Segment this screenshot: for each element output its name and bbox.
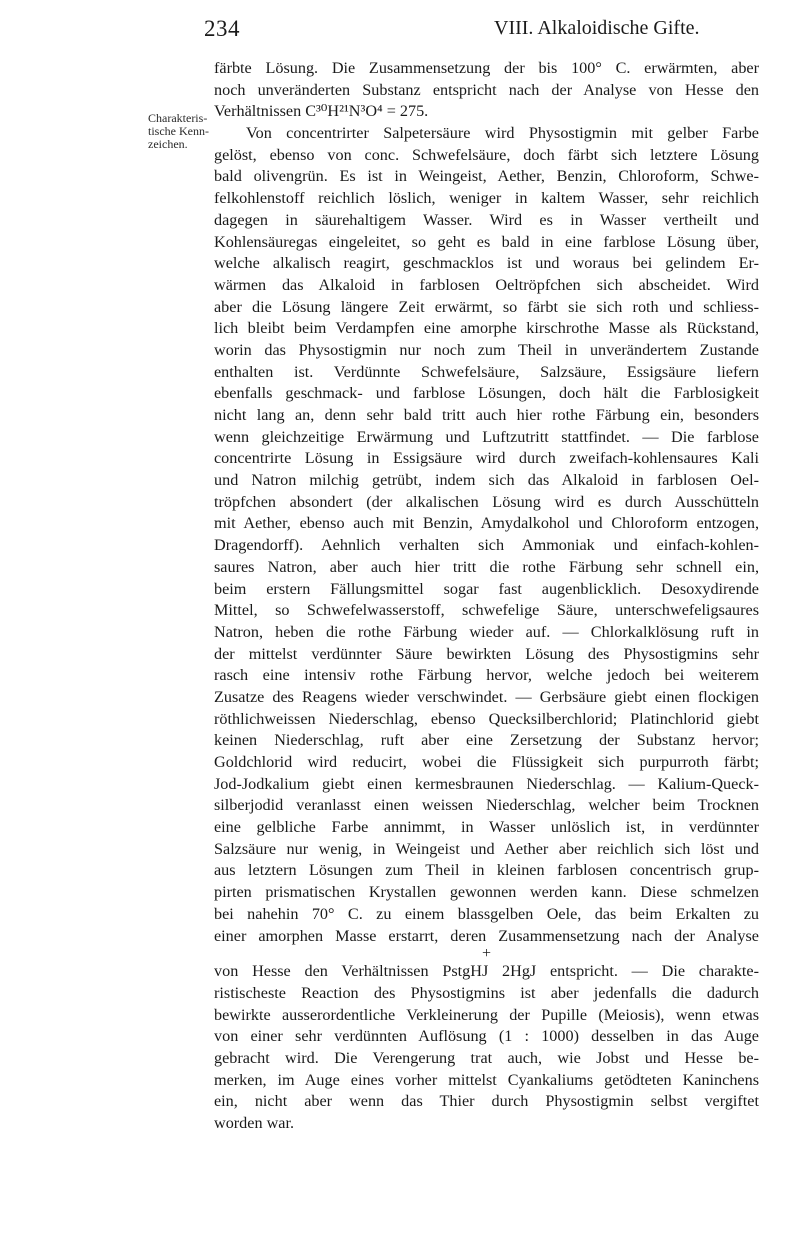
body-text — [214, 58, 759, 1135]
text-line: silberjodid veranlasst einen weissen Niederschlag, welcher beim Trocknen — [214, 796, 759, 815]
text-line: aber die Lösung längere Zeit erwärmt, so färbt sie sich roth und schliess- — [214, 297, 759, 316]
text-line: bei nahehin 70° C. zu einem blassgelben Oele, das beim Erkalten zu — [214, 904, 759, 923]
text-line: + — [481, 947, 492, 962]
text-line: eine gelbliche Farbe annimmt, in Wasser unlöslich ist, in verdünnter — [214, 818, 759, 837]
text-line: von Hesse den Verhältnissen PstgHJ 2HgJ entspricht. — Die charakte- — [214, 962, 759, 981]
text-line: concentrirte Lösung in Essigsäure wird durch zweifach-kohlensaures Kali — [214, 449, 759, 468]
text-line: gebracht wird. Die Verengerung trat auch, wie Jobst und Hesse be- — [214, 1048, 759, 1067]
margin-note-line: zeichen. — [148, 137, 188, 151]
text-line: nicht lang an, denn sehr bald tritt auch hier rothe Färbung ein, besonders — [214, 406, 759, 424]
text-line: bald olivengrün. Es ist in Weingeist, Aether, Benzin, Chloroform, Schwe- — [214, 167, 759, 186]
text-line: Von concentrirter Salpetersäure wird Physostigmin mit gelber Farbe — [246, 124, 759, 143]
text-line: welche alkalisch reagirt, geschmacklos ist und woraus bei gelindem Er- — [214, 254, 759, 273]
text-line: merken, im Auge eines vorher mittelst Cyankaliums getödteten Kaninchens — [214, 1070, 759, 1089]
text-line: Goldchlorid wird reducirt, wobei die Flüssigkeit sich purpurroth färbt; — [214, 753, 759, 771]
text-line: Natron, heben die rothe Färbung wieder auf. — Chlorkalklösung ruft in — [214, 622, 759, 641]
text-line: Jod-Jodkalium giebt einen kermesbraunen Niederschlag. — Kalium-Queck- — [214, 774, 759, 793]
text-line: ein, nicht aber wenn das Thier durch Physostigmin selbst vergiftet — [214, 1092, 759, 1111]
text-line: mit Aether, ebenso auch mit Benzin, Amydalkohol und Chloroform entzogen, — [214, 514, 759, 533]
margin-note — [148, 112, 212, 151]
text-line: wärmen das Alkaloid in farblosen Oeltröpfchen sich abscheidet. Wird — [214, 275, 759, 294]
text-line: Dragendorff). Aehnlich verhalten sich Ammoniak und einfach-kohlen- — [214, 536, 759, 555]
text-line: keinen Niederschlag, ruft aber eine Zersetzung der Substanz hervor; — [214, 731, 759, 750]
running-head: VIII. Alkaloidische Gifte. — [494, 17, 700, 39]
text-line: ristischeste Reaction des Physostigmins ist aber jedenfalls die dadurch — [214, 983, 759, 1002]
text-line: beim erstern Fällungsmittel sogar fast augenblicklich. Desoxydirende — [214, 579, 759, 598]
text-line: worin das Physostigmin nur noch zum Theil in unverändertem Zustande — [214, 340, 759, 359]
text-line: Kohlensäuregas eingeleitet, so geht es bald in eine farblose Lösung über, — [214, 232, 759, 251]
margin-note-line: Charakteris- — [148, 111, 208, 125]
text-line: ebenfalls geschmack- und farblose Lösungen, doch hält die Farblosigkeit — [214, 384, 759, 403]
text-line: rasch eine intensiv rothe Färbung hervor, welche jedoch bei weiterem — [214, 666, 759, 685]
text-line: lich bleibt beim Verdampfen eine amorphe kirschrothe Masse als Rückstand, — [214, 319, 759, 338]
margin-note-line: tische Kenn- — [148, 124, 209, 138]
text-line: von einer sehr verdünnten Auflösung (1 : 1000) desselben in das Auge — [214, 1027, 759, 1046]
page-number: 234 — [204, 16, 240, 41]
text-line: felkohlenstoff reichlich löslich, weniger in kaltem Wasser, sehr reichlich — [214, 189, 759, 208]
text-line: der mittelst verdünnter Säure bewirkten Lösung des Physostigmins sehr — [214, 644, 759, 663]
text-line: wenn gleichzeitige Erwärmung und Luftzutritt stattfindet. — Die farblose — [214, 427, 759, 446]
text-line: noch unveränderten Substanz entspricht nach der Analyse von Hesse den — [214, 80, 759, 99]
text-line: Verhältnissen C³⁰H²¹N³O⁴ = 275. — [214, 102, 429, 121]
text-line: und Natron milchig getrübt, indem sich das Alkaloid in farblosen Oel- — [214, 471, 759, 490]
text-line: röthlichweissen Niederschlag, ebenso Quecksilberchlorid; Platinchlorid giebt — [214, 709, 759, 728]
page-header — [204, 16, 744, 46]
text-line: saures Natron, aber auch hier tritt die rothe Färbung sehr schnell ein, — [214, 557, 759, 576]
text-line: aus letztern Lösungen zum Theil in kleinen farblosen concentrisch grup- — [214, 861, 759, 880]
text-line: pirten prismatischen Krystallen gewonnen werden kann. Diese schmelzen — [214, 883, 759, 902]
text-line: Mittel, so Schwefelwasserstoff, schwefelige Säure, unterschwefeligsaures — [214, 601, 759, 620]
text-line: tröpfchen absondert (der alkalischen Lösung wird es durch Ausschütteln — [214, 492, 759, 511]
text-line: dagegen in säurehaltigem Wasser. Wird es in Wasser vertheilt und — [214, 210, 759, 229]
text-line: Zusatze des Reagens wieder verschwindet. — Gerbsäure giebt einen flockigen — [214, 687, 759, 706]
text-line: Salzsäure nur wenig, in Weingeist und Aether aber reichlich sich löst und — [214, 839, 759, 858]
text-line: enthalten ist. Verdünnte Schwefelsäure, Salzsäure, Essigsäure liefern — [214, 362, 759, 381]
text-line: einer amorphen Masse erstarrt, deren Zusammensetzung nach der Analyse — [214, 926, 759, 945]
text-line: färbte Lösung. Die Zusammensetzung der bis 100° C. erwärmten, aber — [214, 59, 759, 77]
text-line: gelöst, ebenso von conc. Schwefelsäure, doch färbt sich letztere Lösung — [214, 145, 759, 164]
text-line: worden war. — [214, 1114, 295, 1132]
text-line: bewirkte ausserordentliche Verkleinerung der Pupille (Meiosis), wenn etwas — [214, 1005, 759, 1024]
